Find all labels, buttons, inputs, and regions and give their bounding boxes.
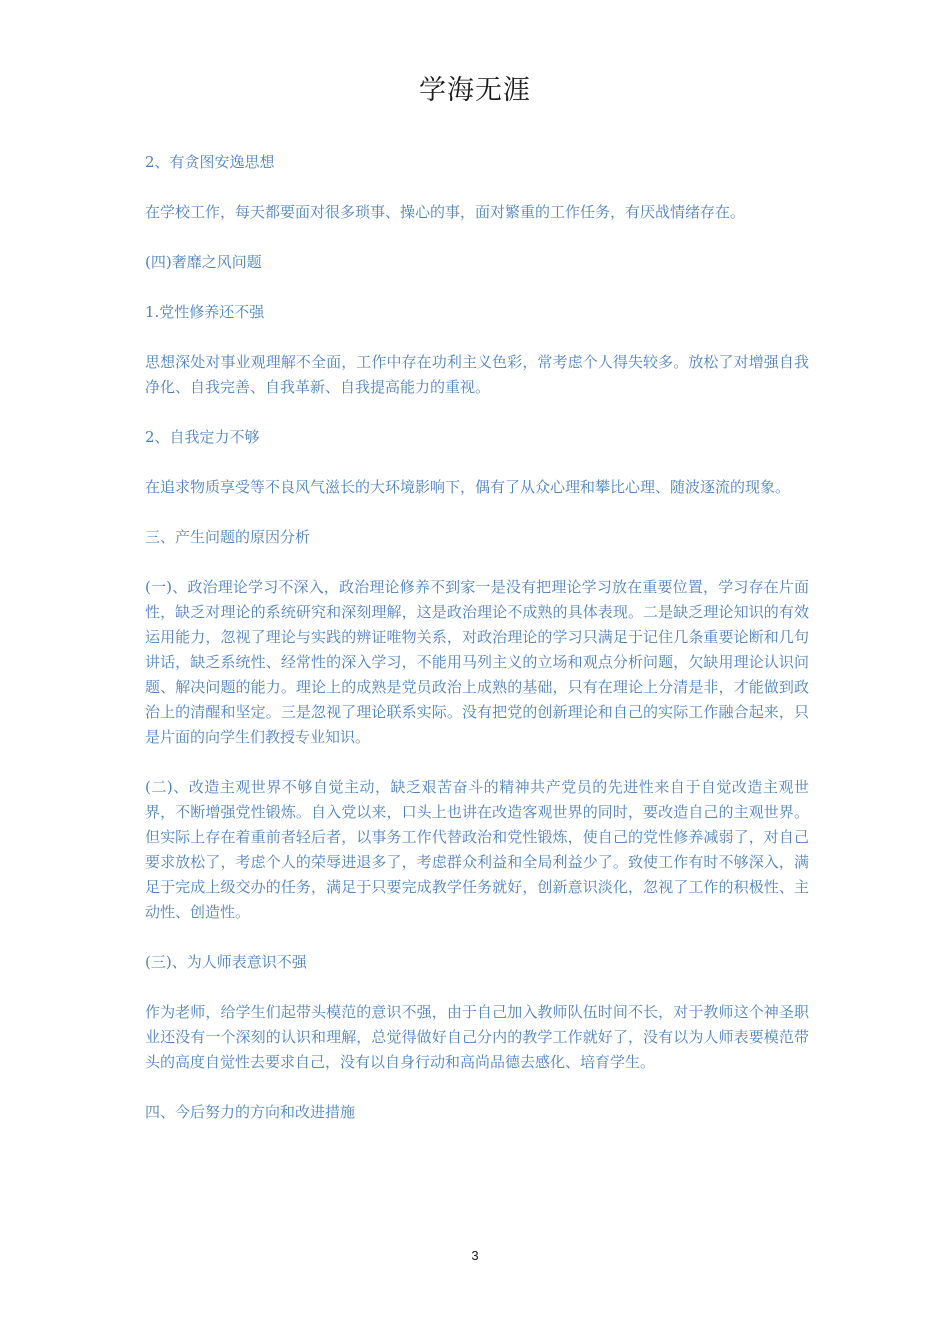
paragraph-heading: (三)、为人师表意识不强	[145, 953, 307, 971]
page-header-title: 学海无涯	[419, 75, 531, 106]
section-heading: 三、产生问题的原因分析	[145, 528, 311, 546]
paragraph-heading: 2、有贪图安逸思想	[145, 153, 275, 171]
page-number: 3	[471, 1248, 479, 1263]
paragraph: 思想深处对事业观理解不全面，工作中存在功利主义色彩，常考虑个人得失较多。放松了对增强自我净化、自我完善、自我革新、自我提高能力的重视。	[145, 353, 809, 396]
paragraph: 在学校工作，每天都要面对很多琐事、操心的事，面对繁重的工作任务，有厌战情绪存在。	[145, 203, 746, 221]
paragraph: (二)、改造主观世界不够自觉主动，缺乏艰苦奋斗的精神共产党员的先进性来自于自觉改造主观世界，不断增强党性锻炼。自入党以来，口头上也讲在改造客观世界的同时，要改造自己的主观世界。但实际上存在着重前者轻后者，以事务工作代替政治和党性锻炼，使自己的党性修养减弱了，对自己要求放松了，考虑个人的荣辱进退多了，考虑群众利益和全局利益少了。致使工作有时不够深入，满足于完成上级交办的任务，满足于只要完成教学任务就好，创新意识淡化，忽视了工作的积极性、主动性、创造性。	[145, 778, 809, 921]
section-heading: 四、今后努力的方向和改进措施	[145, 1103, 356, 1121]
paragraph-heading: (四)奢靡之风问题	[145, 253, 262, 271]
paragraph: (一)、政治理论学习不深入，政治理论修养不到家一是没有把理论学习放在重要位置，学习存在片面性，缺乏对理论的系统研究和深刻理解，这是政治理论不成熟的具体表现。二是缺乏理论知识的有效运用能力，忽视了理论与实践的辨证唯物关系，对政治理论的学习只满足于记住几条重要论断和几句讲话，缺乏系统性、经常性的深入学习，不能用马列主义的立场和观点分析问题，欠缺用理论认识问题、解决问题的能力。理论上的成熟是党员政治上成熟的基础，只有在理论上分清是非，才能做到政治上的清醒和坚定。三是忽视了理论联系实际。没有把党的创新理论和自己的实际工作融合起来，只是片面的向学生们教授专业知识。	[145, 578, 809, 746]
document-body	[145, 150, 809, 1150]
paragraph: 作为老师，给学生们起带头模范的意识不强，由于自己加入教师队伍时间不长，对于教师这个神圣职业还没有一个深刻的认识和理解，总觉得做好自己分内的教学工作就好了，没有以为人师表要模范带头的高度自觉性去要求自己，没有以自身行动和高尚品德去感化、培育学生。	[145, 1003, 809, 1071]
paragraph-heading: 1.党性修养还不强	[145, 303, 265, 321]
paragraph-heading: 2、自我定力不够	[145, 428, 260, 446]
paragraph: 在追求物质享受等不良风气滋长的大环境影响下，偶有了从众心理和攀比心理、随波逐流的现象。	[145, 478, 791, 496]
